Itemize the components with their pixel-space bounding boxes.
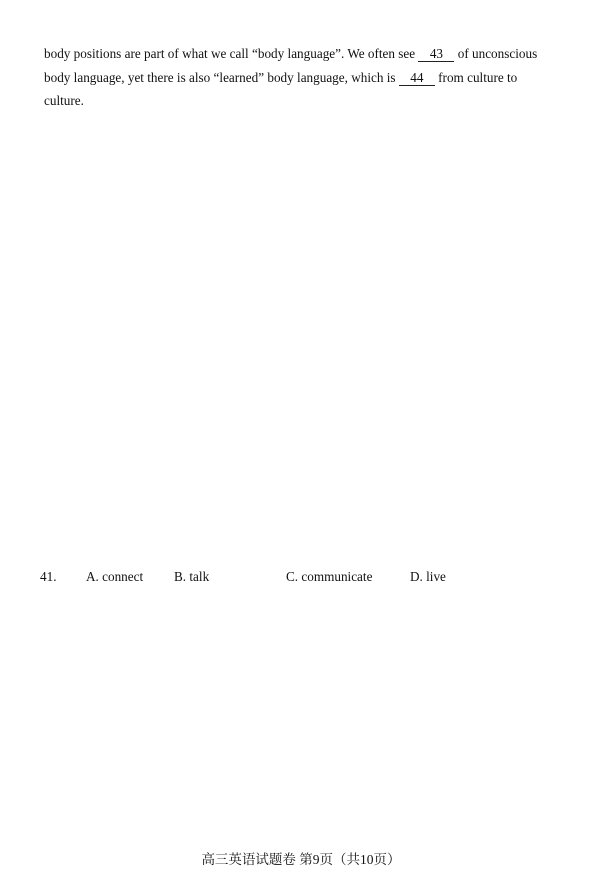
exam-page: body positions are part of what we call “body language”. We often see 43 of unconscious body language, yet there is also “learned” body language, which is 44 from culture to culture. 41. A. connect B. talk C. communicate D. live 高三英语试题卷 第9页（共10页） [0, 0, 602, 886]
page-footer: 高三英语试题卷 第9页（共10页） [201, 852, 401, 867]
passage-paragraph: body positions are part of what we call “body language”. We often see 43 of unconscious body language, yet there is also “learned” body language, which is 44 from culture to culture. [44, 46, 538, 109]
